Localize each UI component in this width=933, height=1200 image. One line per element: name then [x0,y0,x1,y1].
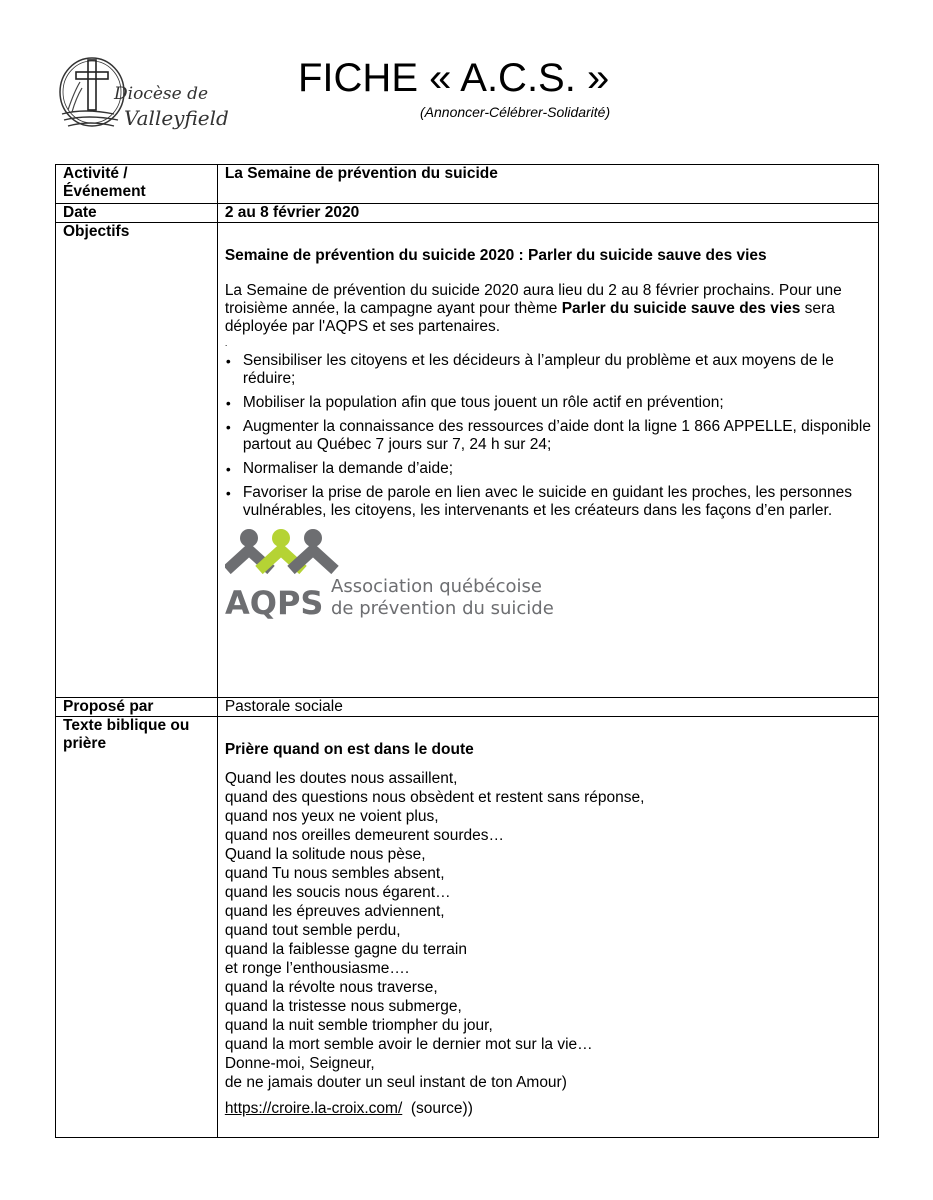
list-item: • Augmenter la connaissance des ressources d’aide dont la ligne 1 866 APPELLE, disponible partout au Québec 7 jours sur 7, 24 h sur 24; [243,418,871,454]
poem-line: quand tout semble perdu, [224,922,401,939]
value-date: 2 au 8 février 2020 [217,204,878,223]
logo-text-line1: Diocèse de [114,84,209,104]
poem-line: quand les soucis nous égarent… [224,884,451,901]
priere-poem [225,769,871,1092]
objectifs-list [225,352,871,520]
dot-marker: . [224,338,228,348]
label-texte: Texte biblique ou prière [56,717,218,1138]
aqps-name-line1: Association québécoise [330,576,542,597]
page-subtitle: (Annoncer-Célébrer-Solidarité) [420,104,611,120]
row-date [56,204,879,223]
poem-line: Quand les doutes nous assaillent, [224,770,458,787]
logo-text-line2: Valleyfield [124,106,229,130]
poem-line: quand nos yeux ne voient plus, [224,808,439,825]
poem-line: quand la nuit semble triompher du jour, [224,1017,493,1034]
aqps-logo [225,528,565,620]
row-objectifs [56,223,879,698]
list-item: • Mobiliser la population afin que tous jouent un rôle actif en prévention; [243,394,871,412]
fiche-table [55,164,879,1138]
row-texte [56,717,879,1138]
poem-line: quand des questions nous obsèdent et restent sans réponse, [224,789,645,806]
poem-line: quand la révolte nous traverse, [224,979,438,996]
aqps-acronym: AQPS [224,584,324,620]
diocese-logo [54,52,230,136]
source-line [225,1100,871,1118]
poem-line: quand la mort semble avoir le dernier mot sur la vie… [224,1036,593,1053]
aqps-name-line2: de prévention du suicide [330,598,554,619]
row-propose [56,698,879,717]
poem-line: quand Tu nous sembles absent, [224,865,445,882]
source-suffix: (source)) [402,1100,473,1117]
value-activite: La Semaine de prévention du suicide [217,165,878,204]
poem-line: Donne-moi, Seigneur, [224,1055,375,1072]
poem-line: Quand la solitude nous pèse, [224,846,426,863]
list-item: • Favoriser la prise de parole en lien avec le suicide en guidant les proches, les personnes vulnérables, les citoyens, les intervenants et les créateurs dans les façons d’en parler. [243,484,871,520]
poem-line: quand la faiblesse gagne du terrain [224,941,467,958]
source-link[interactable]: https://croire.la-croix.com/ [224,1100,403,1117]
label-propose: Proposé par [56,698,218,717]
label-date: Date [56,204,218,223]
page-title: FICHE « A.C.S. » [298,56,610,100]
list-item: • Sensibiliser les citoyens et les décideurs à l’ampleur du problème et aux moyens de le réduire; [243,352,871,388]
poem-line: de ne jamais douter un seul instant de ton Amour) [224,1074,567,1091]
poem-line: quand la tristesse nous submerge, [224,998,462,1015]
poem-line: et ronge l’enthousiasme…. [224,960,410,977]
value-texte [217,717,878,1138]
value-objectifs [217,223,878,698]
label-activite: Activité / Événement [56,165,218,204]
label-objectifs: Objectifs [56,223,218,698]
poem-line: quand les épreuves adviennent, [224,903,445,920]
poem-line: quand nos oreilles demeurent sourdes… [224,827,504,844]
value-propose: Pastorale sociale [217,698,878,717]
list-item: • Normaliser la demande d’aide; [243,460,871,478]
objectifs-heading: Semaine de prévention du suicide 2020 : Parler du suicide sauve des vies [224,247,767,264]
objectifs-intro: La Semaine de prévention du suicide 2020 aura lieu du 2 au 8 février prochains. Pour une troisième année, la campagne ayant pour thème Parler du suicide sauve des vies sera déployée par l'AQPS et ses partenaires. [224,282,842,335]
priere-heading: Prière quand on est dans le doute [224,741,474,758]
row-activite [56,165,879,204]
